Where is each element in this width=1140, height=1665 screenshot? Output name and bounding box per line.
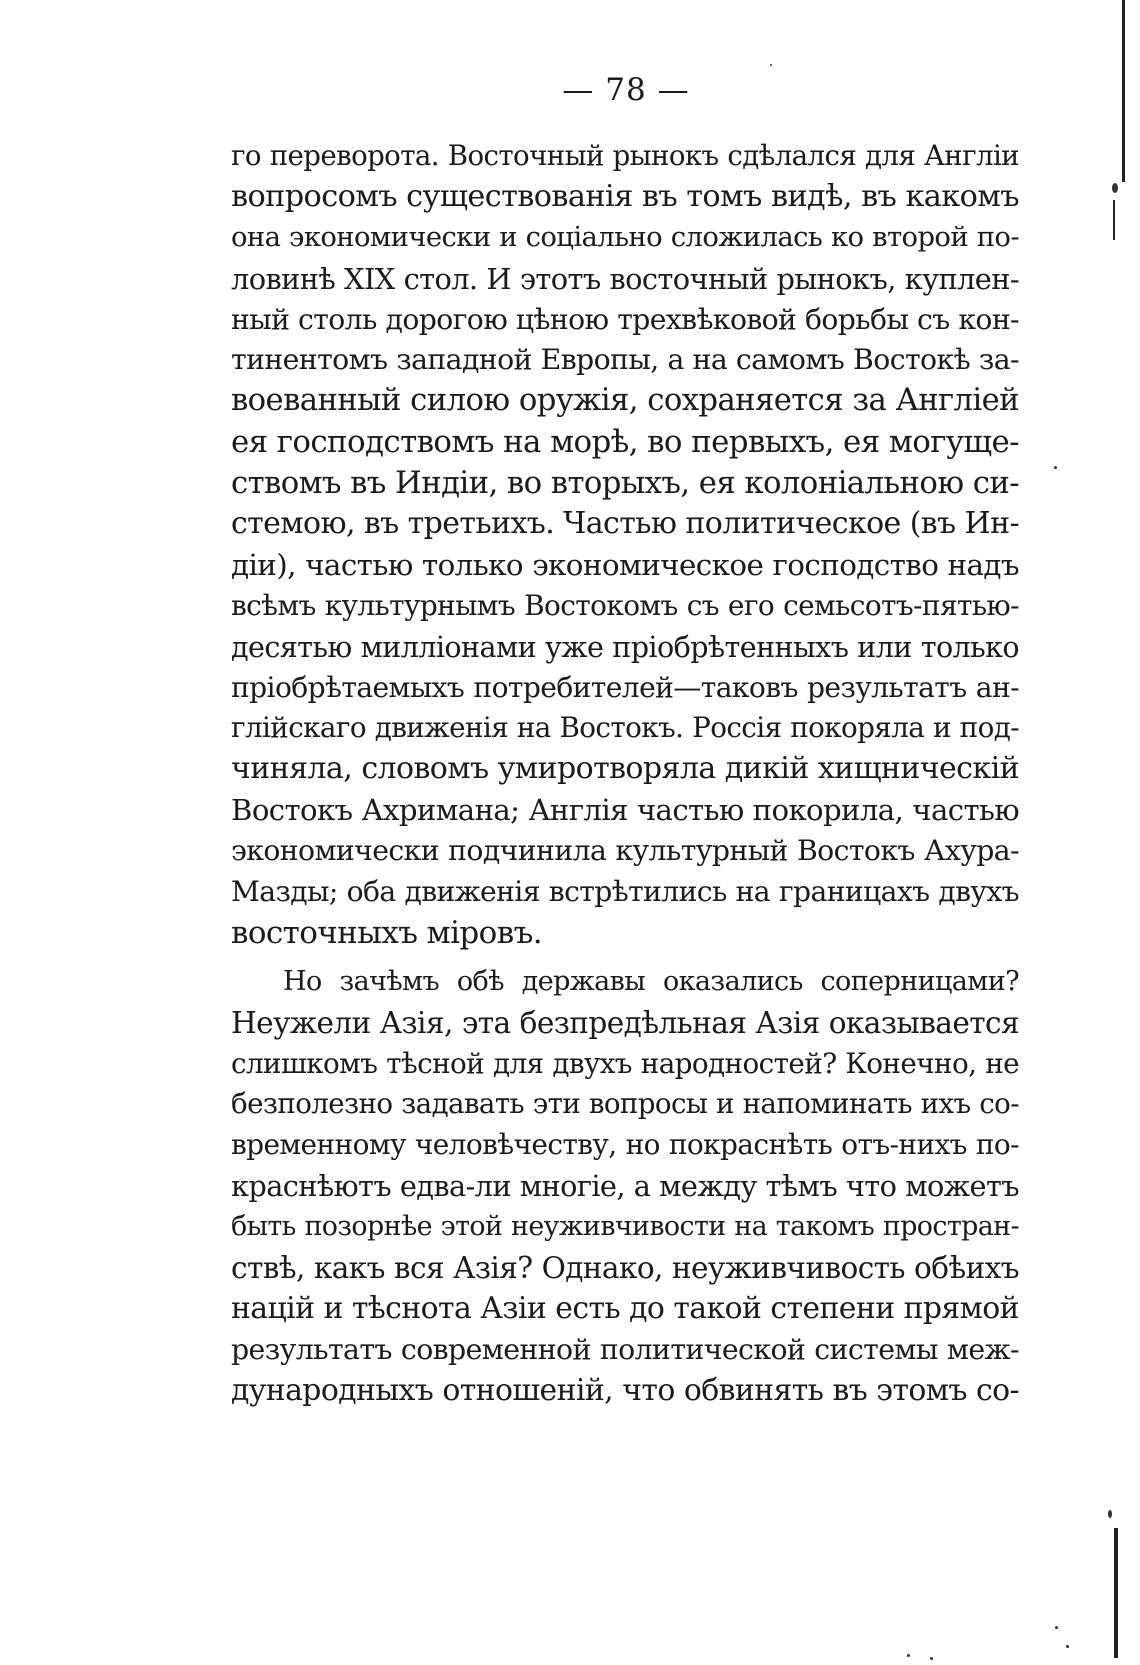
- text-line: вопросомъ существованія въ томъ видѣ, въ какомъ: [231, 178, 1019, 214]
- text-line: воеванный силою оружія, сохраняется за Англіей: [231, 383, 1019, 419]
- text-line: безполезно задавать эти вопросы и напоминать ихъ со-: [231, 1087, 1019, 1121]
- text-line: пріобрѣтаемыхъ потребителей—таковъ результатъ ан-: [231, 670, 1019, 704]
- scan-speck: [1112, 183, 1118, 193]
- text-line: стемою, въ третьихъ. Частью политическое (въ Ин-: [231, 506, 1019, 542]
- text-line: ствомъ въ Индіи, во вторыхъ, ея колоніальною си-: [231, 465, 1019, 502]
- text-line: десятью милліонами уже пріобрѣтенныхъ или только: [231, 629, 1019, 664]
- text-line: дународныхъ отношеній, что обвинять въ этомъ со-: [231, 1372, 1019, 1408]
- text-line: чиняла, словомъ умиротворяла дикій хищническій: [231, 751, 1019, 787]
- text-line: го переворота. Восточный рынокъ сдѣлался для Англіи: [231, 139, 1019, 172]
- text-line: слишкомъ тѣсной для двухъ народностей? Конечно, не: [231, 1046, 1019, 1080]
- scan-speck: [930, 1657, 933, 1660]
- text-line: діи), частью только экономическое господство надъ: [231, 547, 1019, 582]
- paragraph-1: [231, 136, 1019, 954]
- text-line: быть позорнѣе этой неуживчивости на такомъ простран-: [231, 1211, 1019, 1243]
- text-line: націй и тѣснота Азіи есть до такой степени прямой: [231, 1290, 1019, 1326]
- scan-speck: [1054, 466, 1057, 469]
- text-line: ловинѣ XIX стол. И этотъ восточный рынокъ, куплен-: [231, 261, 1019, 296]
- text-line: глійскаго движенія на Востокъ. Россія покоряла и под-: [231, 711, 1019, 745]
- text-line: ный столь дорогою цѣною трехвѣковой борьбы съ кон-: [231, 302, 1019, 336]
- text-line: Мазды; оба движенія встрѣтились на границахъ двухъ: [231, 875, 1019, 909]
- scan-speck: [1066, 1645, 1069, 1648]
- text-line: экономически подчинила культурный Востокъ Ахура-: [231, 834, 1019, 868]
- scan-speck: [1108, 1510, 1112, 1518]
- body-text: [231, 136, 1019, 1412]
- text-line: ея господствомъ на морѣ, во первыхъ, ея могуще-: [231, 424, 1019, 461]
- scan-edge-line: [1114, 1528, 1118, 1658]
- scan-edge-line: [1122, 0, 1125, 182]
- text-line: краснѣютъ едва-ли многіе, а между тѣмъ что можетъ: [231, 1169, 1019, 1204]
- text-line: тинентомъ западной Европы, а на самомъ Востокѣ за-: [231, 343, 1019, 377]
- scan-speck: [770, 64, 772, 66]
- scan-speck: [1055, 1626, 1058, 1629]
- text-line: результатъ современной политической системы меж-: [231, 1332, 1019, 1366]
- text-line: ствѣ, какъ вся Азія? Однако, неуживчивость обѣихъ: [231, 1251, 1019, 1286]
- text-line: Неужели Азія, эта безпредѣльная Азія оказывается: [231, 1005, 1019, 1040]
- text-line: всѣмъ культурнымъ Востокомъ съ его семьсотъ-пятью-: [231, 588, 1019, 622]
- scan-speck: [907, 1654, 910, 1657]
- text-line: Но зачѣмъ обѣ державы оказались соперницами?: [283, 965, 1019, 997]
- page-number: — 78 —: [562, 72, 690, 108]
- text-line: восточныхъ міровъ.: [231, 914, 542, 951]
- paragraph-gap: [231, 954, 1019, 962]
- text-line: она экономически и соціально сложилась ко второй по-: [231, 221, 1019, 253]
- paragraph-2: [231, 962, 1019, 1412]
- text-line: Востокъ Ахримана; Англія частью покорила, частью: [231, 793, 1019, 828]
- text-line: временному человѣчеству, но покраснѣть отъ-нихъ по-: [231, 1128, 1019, 1162]
- scan-edge-line: [1113, 200, 1115, 240]
